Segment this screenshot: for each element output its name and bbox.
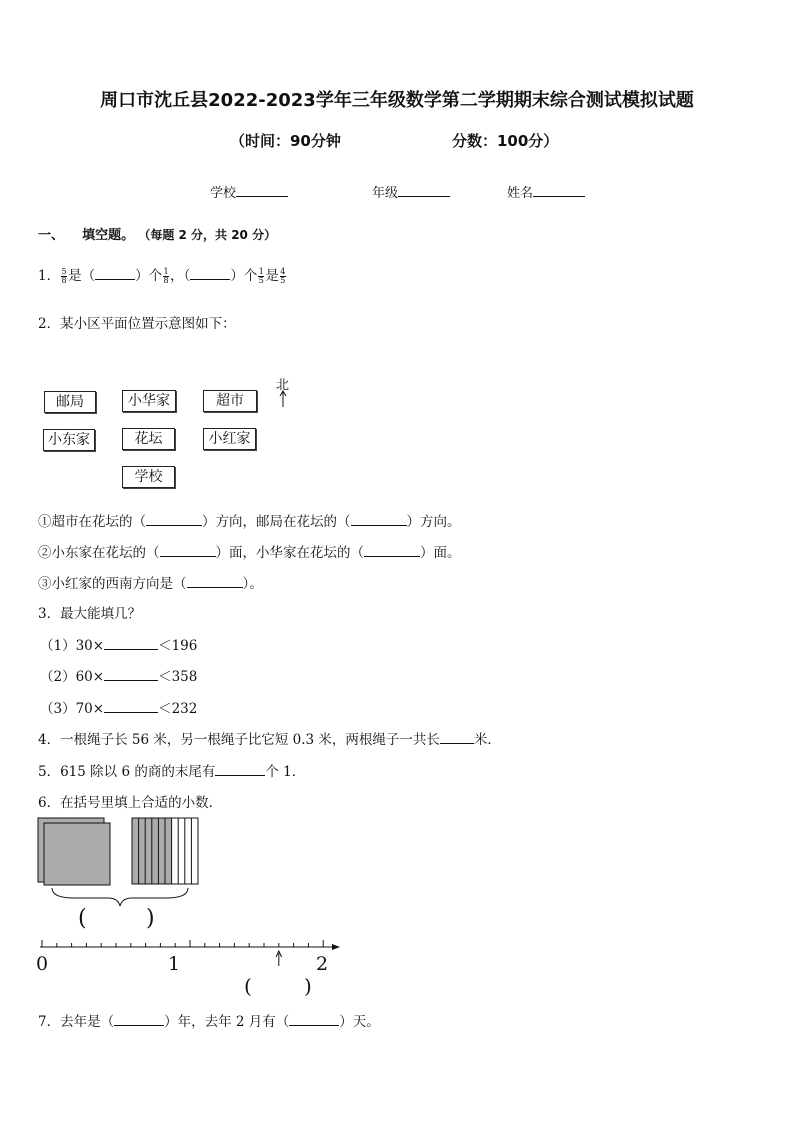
- question-2-part-2: ②小东家在花坛的（ ）面，小华家在花坛的（ ）面。: [38, 545, 461, 561]
- answer-paren-left-2: (: [244, 974, 252, 998]
- q4-blank[interactable]: [440, 731, 474, 744]
- section-note: （每题 2 分，共 20 分）: [138, 228, 277, 242]
- question-7: 7．去年是（ ）年，去年 2 月有（ ）天。: [38, 1014, 380, 1030]
- school-label: 学校: [210, 186, 237, 201]
- tick-label-2: 2: [316, 953, 329, 975]
- number-line-ticks: [42, 940, 323, 947]
- name-label: 姓名: [507, 186, 534, 201]
- question-3: 3．最大能填几？: [38, 606, 142, 622]
- exam-score: 分数：100分）: [452, 132, 559, 150]
- north-label: 北: [276, 378, 290, 393]
- q2-3-blank[interactable]: [187, 575, 243, 588]
- q2-1-blank-2[interactable]: [351, 513, 407, 526]
- marker-arrow-icon: [276, 951, 282, 966]
- section-name: 填空题。: [82, 228, 135, 243]
- tick-label-0: 0: [36, 953, 49, 975]
- question-2-part-3: ③小红家的西南方向是（ ）。: [38, 576, 263, 592]
- q3-item-1: （1）30× ＜196: [40, 638, 198, 654]
- q3-item-3: （3）70× ＜232: [40, 701, 198, 717]
- question-1: 1． $\frac{5}{8}$ 是（ ）个 $\frac{1}{8}$ ，（ ）个 $\frac{1}{5}$ 是 $\frac{4}{5}$: [38, 267, 286, 285]
- map-post-office: 邮局: [44, 391, 96, 413]
- grade-blank[interactable]: [398, 184, 450, 197]
- q7-blank-1[interactable]: [114, 1013, 164, 1026]
- map-supermarket: 超市: [203, 390, 257, 412]
- q5-blank[interactable]: [215, 763, 265, 776]
- q3-blank-3[interactable]: [104, 700, 158, 713]
- name-blank[interactable]: [533, 184, 585, 197]
- q1-blank-2[interactable]: [190, 267, 230, 280]
- question-2-part-1: ①超市在花坛的（ ）方向，邮局在花坛的（ ）方向。: [38, 514, 461, 530]
- answer-paren-right-2: ): [304, 974, 312, 998]
- north-arrow-icon: [278, 390, 288, 408]
- school-blank[interactable]: [236, 184, 288, 197]
- section-header: [38, 224, 276, 243]
- map-xiaohong-home: 小红家: [203, 428, 256, 450]
- section-number: 一、: [38, 228, 65, 243]
- q3-blank-1[interactable]: [104, 637, 158, 650]
- question-2: 2．某小区平面位置示意图如下：: [38, 316, 236, 332]
- map-school: 学校: [122, 466, 175, 488]
- question-6: 6．在括号里填上合适的小数．: [38, 795, 223, 811]
- q7-blank-2[interactable]: [289, 1013, 339, 1026]
- grade-label: 年级: [372, 186, 399, 201]
- brace-icon: [52, 888, 188, 906]
- q1-blank-1[interactable]: [95, 267, 135, 280]
- q2-1-blank-1[interactable]: [146, 513, 202, 526]
- page-title: 周口市沈丘县2022-2023学年三年级数学第二学期期末综合测试模拟试题: [100, 90, 694, 111]
- striped-square: [132, 818, 198, 884]
- q2-2-blank-1[interactable]: [160, 544, 216, 557]
- q2-2-blank-2[interactable]: [364, 544, 420, 557]
- grade-field[interactable]: [372, 182, 450, 201]
- map-flower-bed: 花坛: [122, 428, 175, 450]
- school-field[interactable]: [210, 182, 288, 201]
- map-xiaohua-home: 小华家: [122, 390, 176, 412]
- q1-fraction-d: $\frac{4}{5}$: [280, 267, 286, 285]
- q1-fraction-b: $\frac{1}{8}$: [163, 267, 169, 285]
- question-4: 4．一根绳子长 56 米，另一根绳子比它短 0.3 米，两根绳子一共长 米．: [38, 732, 501, 748]
- full-square-front: [44, 823, 110, 885]
- answer-paren-left-1: (: [78, 906, 87, 931]
- exam-time: （时间：90分钟: [230, 132, 341, 150]
- q1-fraction-a: $\frac{5}{8}$: [61, 267, 67, 285]
- q1-number: 1．: [38, 268, 61, 284]
- q3-blank-2[interactable]: [104, 668, 158, 681]
- answer-paren-right-1: ): [146, 906, 155, 931]
- map-xiaodong-home: 小东家: [43, 429, 95, 451]
- name-field[interactable]: [507, 182, 585, 201]
- question-5: 5．615 除以 6 的商的末尾有 个 1．: [38, 764, 306, 780]
- tick-label-1: 1: [168, 953, 181, 975]
- q1-fraction-c: $\frac{1}{5}$: [258, 267, 264, 285]
- q3-item-2: （2）60× ＜358: [40, 669, 198, 685]
